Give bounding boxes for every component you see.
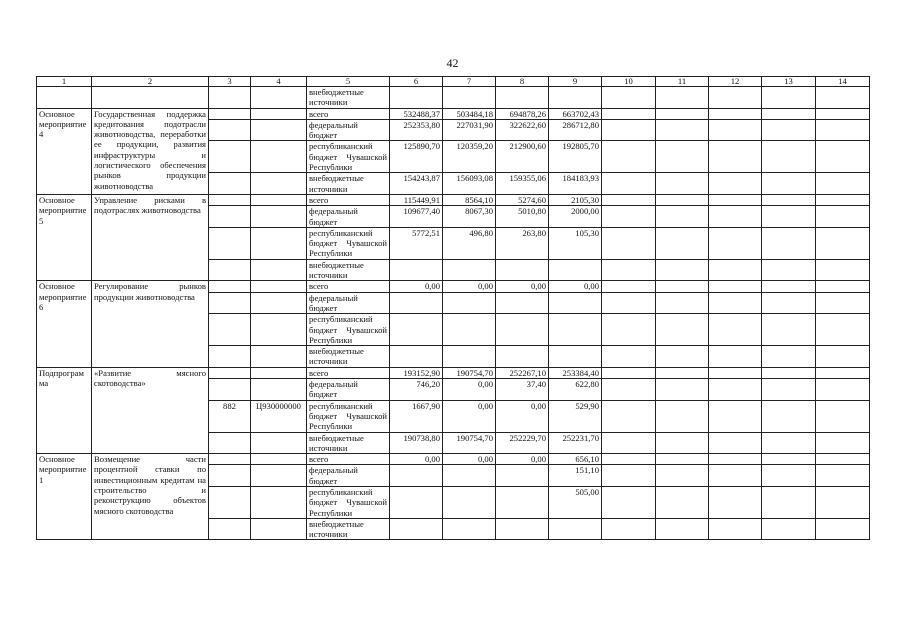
target-code-cell [251, 465, 307, 487]
code-cell [209, 119, 251, 141]
value-cell: 193152,90 [390, 367, 443, 378]
value-cell [443, 346, 496, 368]
funding-source-cell: республиканский бюджет Чувашской Республики [307, 400, 390, 432]
value-cell [496, 346, 549, 368]
empty-cell [816, 206, 870, 228]
target-code-cell [251, 379, 307, 401]
empty-cell [656, 454, 709, 465]
empty-cell [656, 346, 709, 368]
empty-cell [602, 259, 656, 281]
value-cell: 505,00 [549, 486, 602, 518]
value-cell [443, 518, 496, 540]
empty-cell [709, 227, 762, 259]
empty-cell [762, 206, 816, 228]
empty-cell [762, 259, 816, 281]
col-header: 3 [209, 77, 251, 87]
target-code-cell [251, 292, 307, 314]
empty-cell [816, 108, 870, 119]
col-header: 7 [443, 77, 496, 87]
value-cell: 5274,60 [496, 194, 549, 205]
target-code-cell [251, 432, 307, 454]
value-cell: 656,10 [549, 454, 602, 465]
empty-cell [602, 292, 656, 314]
empty-cell [602, 141, 656, 173]
value-cell [443, 292, 496, 314]
code-cell [209, 173, 251, 195]
empty-cell [816, 119, 870, 141]
empty-cell [656, 314, 709, 346]
empty-cell [816, 314, 870, 346]
code-cell: 882 [209, 400, 251, 432]
empty-cell [656, 465, 709, 487]
empty-cell [816, 379, 870, 401]
empty-cell [816, 87, 870, 109]
value-cell [443, 465, 496, 487]
code-cell [209, 259, 251, 281]
value-cell: 115449,91 [390, 194, 443, 205]
empty-cell [762, 227, 816, 259]
empty-cell [656, 400, 709, 432]
target-code-cell [251, 367, 307, 378]
value-cell: 154243,87 [390, 173, 443, 195]
target-code-cell: Ц930000000 [251, 400, 307, 432]
code-cell [209, 292, 251, 314]
value-cell [390, 314, 443, 346]
value-cell: 622,80 [549, 379, 602, 401]
empty-cell [816, 465, 870, 487]
empty-cell [709, 119, 762, 141]
code-cell [209, 367, 251, 378]
empty-cell [656, 367, 709, 378]
value-cell: 503484,18 [443, 108, 496, 119]
empty-cell [656, 173, 709, 195]
empty-cell [602, 108, 656, 119]
target-code-cell [251, 314, 307, 346]
description-cell: Регулирование рынков продукции животноводства [92, 281, 209, 367]
funding-source-cell: всего [307, 367, 390, 378]
col-header: 9 [549, 77, 602, 87]
description-cell: «Развитие мясного скотоводства» [92, 367, 209, 453]
empty-cell [762, 400, 816, 432]
empty-cell [816, 400, 870, 432]
table-row [37, 454, 870, 465]
empty-cell [656, 141, 709, 173]
value-cell: 252353,80 [390, 119, 443, 141]
empty-cell [762, 281, 816, 292]
activity-cell [37, 87, 92, 109]
empty-cell [709, 194, 762, 205]
empty-cell [816, 346, 870, 368]
empty-cell [602, 206, 656, 228]
value-cell [496, 87, 549, 109]
value-cell: 8564,10 [443, 194, 496, 205]
funding-source-cell: всего [307, 194, 390, 205]
empty-cell [602, 346, 656, 368]
empty-cell [602, 432, 656, 454]
empty-cell [709, 206, 762, 228]
value-cell: 227031,90 [443, 119, 496, 141]
value-cell [443, 314, 496, 346]
empty-cell [762, 314, 816, 346]
funding-source-cell: федеральный бюджет [307, 119, 390, 141]
value-cell [390, 346, 443, 368]
value-cell: 663702,43 [549, 108, 602, 119]
empty-cell [709, 367, 762, 378]
value-cell: 2000,00 [549, 206, 602, 228]
empty-cell [816, 281, 870, 292]
empty-cell [816, 227, 870, 259]
description-cell: Управление рисками в подотраслях животноводства [92, 194, 209, 280]
target-code-cell [251, 518, 307, 540]
empty-cell [816, 292, 870, 314]
empty-cell [762, 87, 816, 109]
value-cell: 694878,26 [496, 108, 549, 119]
description-cell: Государственная поддержка кредитования подотрасли животноводства, переработки ее продукции, развития инфраструктуры и логистического обеспечения рынков продукции животноводства [92, 108, 209, 194]
target-code-cell [251, 141, 307, 173]
funding-source-cell: всего [307, 281, 390, 292]
value-cell [390, 465, 443, 487]
code-cell [209, 108, 251, 119]
table-row [37, 281, 870, 292]
value-cell: 322622,60 [496, 119, 549, 141]
empty-cell [602, 379, 656, 401]
empty-cell [656, 227, 709, 259]
col-header: 2 [92, 77, 209, 87]
col-header: 11 [656, 77, 709, 87]
code-cell [209, 518, 251, 540]
value-cell: 8067,30 [443, 206, 496, 228]
empty-cell [602, 119, 656, 141]
value-cell: 1667,90 [390, 400, 443, 432]
target-code-cell [251, 227, 307, 259]
value-cell: 190738,80 [390, 432, 443, 454]
value-cell: 37,40 [496, 379, 549, 401]
value-cell: 159355,06 [496, 173, 549, 195]
empty-cell [656, 206, 709, 228]
empty-cell [656, 432, 709, 454]
empty-cell [709, 518, 762, 540]
target-code-cell [251, 346, 307, 368]
value-cell [496, 486, 549, 518]
value-cell [496, 292, 549, 314]
empty-cell [816, 173, 870, 195]
table-row [37, 108, 870, 119]
col-header: 4 [251, 77, 307, 87]
empty-cell [656, 87, 709, 109]
empty-cell [656, 108, 709, 119]
code-cell [209, 432, 251, 454]
value-cell: 105,30 [549, 227, 602, 259]
empty-cell [762, 141, 816, 173]
target-code-cell [251, 119, 307, 141]
value-cell [390, 518, 443, 540]
empty-cell [602, 173, 656, 195]
value-cell: 151,10 [549, 465, 602, 487]
value-cell: 2105,30 [549, 194, 602, 205]
empty-cell [709, 87, 762, 109]
value-cell: 190754,70 [443, 367, 496, 378]
value-cell: 532488,37 [390, 108, 443, 119]
budget-table [36, 76, 870, 540]
empty-cell [709, 432, 762, 454]
value-cell [390, 486, 443, 518]
code-cell [209, 379, 251, 401]
value-cell [549, 518, 602, 540]
funding-source-cell: внебюджетные источники [307, 87, 390, 109]
empty-cell [816, 141, 870, 173]
value-cell: 252229,70 [496, 432, 549, 454]
empty-cell [762, 518, 816, 540]
empty-cell [602, 518, 656, 540]
col-header: 1 [37, 77, 92, 87]
value-cell: 496,80 [443, 227, 496, 259]
target-code-cell [251, 486, 307, 518]
funding-source-cell: республиканский бюджет Чувашской Республики [307, 314, 390, 346]
empty-cell [762, 454, 816, 465]
empty-cell [709, 259, 762, 281]
funding-source-cell: внебюджетные источники [307, 518, 390, 540]
value-cell [496, 465, 549, 487]
empty-cell [709, 173, 762, 195]
col-header: 12 [709, 77, 762, 87]
target-code-cell [251, 206, 307, 228]
empty-cell [656, 518, 709, 540]
table-row [37, 194, 870, 205]
empty-cell [709, 141, 762, 173]
empty-cell [762, 292, 816, 314]
value-cell: 0,00 [496, 400, 549, 432]
empty-cell [602, 400, 656, 432]
target-code-cell [251, 108, 307, 119]
value-cell: 0,00 [390, 454, 443, 465]
funding-source-cell: федеральный бюджет [307, 465, 390, 487]
value-cell [549, 87, 602, 109]
value-cell [549, 346, 602, 368]
value-cell [549, 292, 602, 314]
col-header: 13 [762, 77, 816, 87]
empty-cell [656, 292, 709, 314]
funding-source-cell: федеральный бюджет [307, 206, 390, 228]
value-cell: 0,00 [443, 281, 496, 292]
empty-cell [816, 194, 870, 205]
empty-cell [656, 119, 709, 141]
activity-cell: Основное мероприятие 6 [37, 281, 92, 367]
value-cell: 0,00 [390, 281, 443, 292]
value-cell: 0,00 [496, 281, 549, 292]
empty-cell [709, 292, 762, 314]
value-cell: 0,00 [496, 454, 549, 465]
code-cell [209, 465, 251, 487]
empty-cell [762, 486, 816, 518]
value-cell: 529,90 [549, 400, 602, 432]
code-cell [209, 87, 251, 109]
empty-cell [762, 367, 816, 378]
empty-cell [709, 379, 762, 401]
empty-cell [602, 486, 656, 518]
value-cell: 252267,10 [496, 367, 549, 378]
col-header: 6 [390, 77, 443, 87]
empty-cell [709, 465, 762, 487]
target-code-cell [251, 87, 307, 109]
col-header: 14 [816, 77, 870, 87]
code-cell [209, 346, 251, 368]
description-cell [92, 87, 209, 109]
empty-cell [816, 518, 870, 540]
funding-source-cell: всего [307, 108, 390, 119]
value-cell [443, 486, 496, 518]
value-cell: 190754,70 [443, 432, 496, 454]
funding-source-cell: внебюджетные источники [307, 259, 390, 281]
value-cell: 120359,20 [443, 141, 496, 173]
funding-source-cell: всего [307, 454, 390, 465]
col-header: 5 [307, 77, 390, 87]
code-cell [209, 314, 251, 346]
empty-cell [816, 367, 870, 378]
empty-cell [656, 281, 709, 292]
empty-cell [602, 281, 656, 292]
value-cell [443, 259, 496, 281]
value-cell: 5772,51 [390, 227, 443, 259]
value-cell [549, 259, 602, 281]
activity-cell: Подпрограмма [37, 367, 92, 453]
table-row [37, 367, 870, 378]
empty-cell [762, 432, 816, 454]
value-cell [443, 87, 496, 109]
col-header: 8 [496, 77, 549, 87]
table-row [37, 87, 870, 109]
value-cell [549, 314, 602, 346]
value-cell: 0,00 [443, 454, 496, 465]
funding-source-cell: федеральный бюджет [307, 379, 390, 401]
target-code-cell [251, 454, 307, 465]
empty-cell [709, 486, 762, 518]
value-cell [390, 292, 443, 314]
funding-source-cell: республиканский бюджет Чувашской Республики [307, 227, 390, 259]
value-cell: 109677,40 [390, 206, 443, 228]
target-code-cell [251, 281, 307, 292]
value-cell: 156093,08 [443, 173, 496, 195]
empty-cell [602, 367, 656, 378]
value-cell: 192805,70 [549, 141, 602, 173]
empty-cell [602, 454, 656, 465]
target-code-cell [251, 194, 307, 205]
activity-cell: Основное мероприятие 1 [37, 454, 92, 540]
empty-cell [709, 314, 762, 346]
empty-cell [816, 454, 870, 465]
funding-source-cell: республиканский бюджет Чувашской Республики [307, 141, 390, 173]
funding-source-cell: республиканский бюджет Чувашской Республики [307, 486, 390, 518]
code-cell [209, 206, 251, 228]
code-cell [209, 194, 251, 205]
empty-cell [602, 314, 656, 346]
value-cell: 746,20 [390, 379, 443, 401]
activity-cell: Основное мероприятие 4 [37, 108, 92, 194]
value-cell [496, 314, 549, 346]
empty-cell [602, 87, 656, 109]
empty-cell [709, 346, 762, 368]
value-cell [496, 259, 549, 281]
value-cell: 184183,93 [549, 173, 602, 195]
code-cell [209, 227, 251, 259]
funding-source-cell: внебюджетные источники [307, 432, 390, 454]
empty-cell [656, 379, 709, 401]
value-cell: 0,00 [443, 379, 496, 401]
empty-cell [816, 486, 870, 518]
empty-cell [602, 465, 656, 487]
target-code-cell [251, 173, 307, 195]
empty-cell [602, 194, 656, 205]
empty-cell [709, 281, 762, 292]
empty-cell [762, 346, 816, 368]
empty-cell [709, 108, 762, 119]
empty-cell [656, 259, 709, 281]
value-cell: 0,00 [549, 281, 602, 292]
funding-source-cell: внебюджетные источники [307, 173, 390, 195]
page-number: 42 [446, 56, 459, 70]
empty-cell [656, 194, 709, 205]
funding-source-cell: федеральный бюджет [307, 292, 390, 314]
empty-cell [762, 119, 816, 141]
value-cell [390, 259, 443, 281]
activity-cell: Основное мероприятие 5 [37, 194, 92, 280]
value-cell [390, 87, 443, 109]
value-cell: 125890,70 [390, 141, 443, 173]
empty-cell [602, 227, 656, 259]
empty-cell [762, 194, 816, 205]
value-cell [496, 518, 549, 540]
value-cell: 0,00 [443, 400, 496, 432]
value-cell: 252231,70 [549, 432, 602, 454]
description-cell: Возмещение части процентной ставки по инвестиционным кредитам на строительство и реконструкцию объектов мясного скотоводства [92, 454, 209, 540]
code-cell [209, 454, 251, 465]
empty-cell [762, 108, 816, 119]
empty-cell [816, 432, 870, 454]
empty-cell [816, 259, 870, 281]
empty-cell [656, 486, 709, 518]
funding-source-cell: внебюджетные источники [307, 346, 390, 368]
empty-cell [762, 379, 816, 401]
empty-cell [762, 465, 816, 487]
value-cell: 212900,60 [496, 141, 549, 173]
code-cell [209, 281, 251, 292]
col-header: 10 [602, 77, 656, 87]
target-code-cell [251, 259, 307, 281]
value-cell: 253384,40 [549, 367, 602, 378]
empty-cell [709, 400, 762, 432]
value-cell: 5010,80 [496, 206, 549, 228]
empty-cell [709, 454, 762, 465]
header-row [37, 77, 870, 87]
code-cell [209, 141, 251, 173]
code-cell [209, 486, 251, 518]
empty-cell [762, 173, 816, 195]
value-cell: 286712,80 [549, 119, 602, 141]
value-cell: 263,80 [496, 227, 549, 259]
